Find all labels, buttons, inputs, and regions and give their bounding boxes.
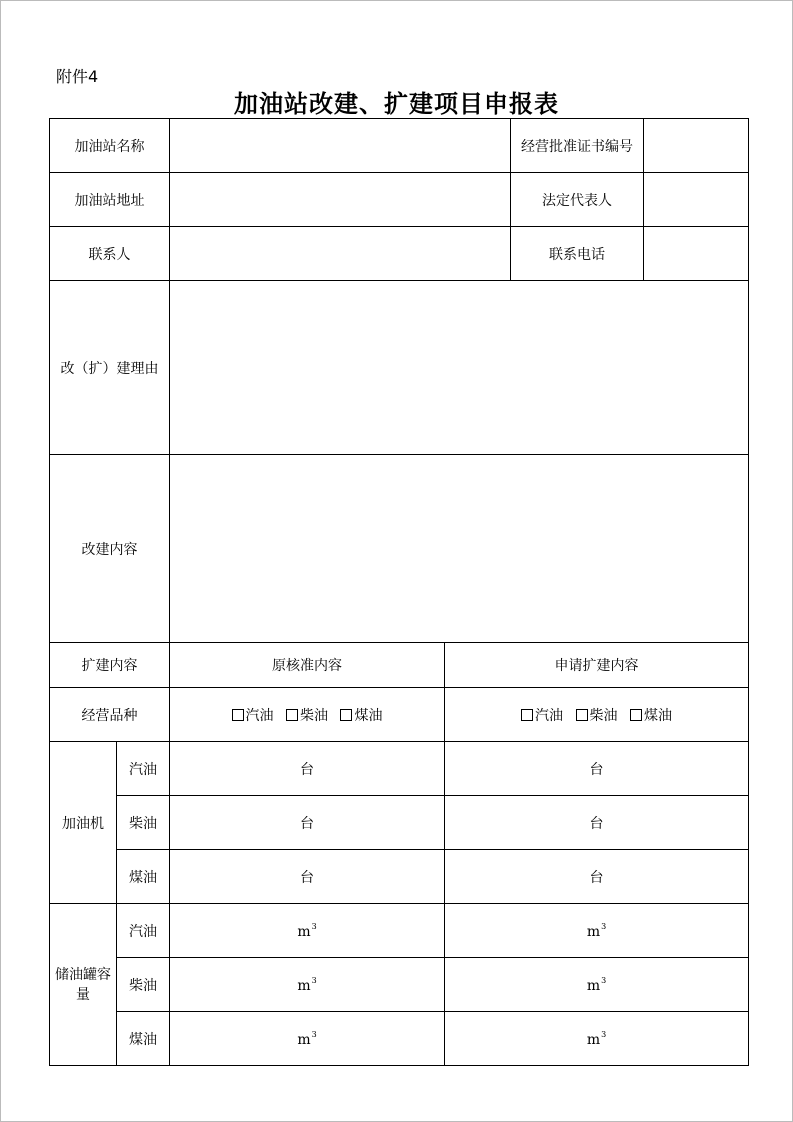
unit-superscript: 3 <box>601 1029 607 1039</box>
legal-rep-label: 法定代表人 <box>511 173 644 227</box>
fuel-label: 煤油 <box>117 850 170 904</box>
unit-label: m <box>297 1031 311 1048</box>
unit-superscript: 3 <box>311 1029 317 1039</box>
contact-field[interactable] <box>170 227 511 281</box>
original-option-kerosene[interactable] <box>332 708 382 724</box>
unit-label: m <box>297 977 311 994</box>
dispenser-original-field[interactable] <box>170 850 445 904</box>
station-address-field[interactable] <box>170 173 511 227</box>
checkbox-icon[interactable] <box>630 709 642 721</box>
option-label: 汽油 <box>535 707 564 724</box>
tank-original-field[interactable] <box>170 958 445 1012</box>
tank-capacity-label: 储油罐容量 <box>50 904 117 1066</box>
unit-superscript: 3 <box>311 975 317 985</box>
attachment-label: 附件4 <box>56 67 99 86</box>
expansion-content-label: 扩建内容 <box>50 643 170 688</box>
fuel-label: 汽油 <box>117 904 170 958</box>
row-renovation-content <box>50 455 749 643</box>
row-contact <box>50 227 749 281</box>
checkbox-icon[interactable] <box>521 709 533 721</box>
license-no-field[interactable] <box>644 119 749 173</box>
tank-applied-field[interactable] <box>445 958 749 1012</box>
original-fuel-options <box>170 688 445 742</box>
unit-label: m <box>297 923 311 940</box>
license-no-label: 经营批准证书编号 <box>511 119 644 173</box>
unit-superscript: 3 <box>601 921 607 931</box>
unit-label: 台 <box>300 815 314 832</box>
applied-option-kerosene[interactable] <box>622 708 672 724</box>
checkbox-icon[interactable] <box>576 709 588 721</box>
phone-label: 联系电话 <box>511 227 644 281</box>
station-name-field[interactable] <box>170 119 511 173</box>
checkbox-icon[interactable] <box>286 709 298 721</box>
business-types-label: 经营品种 <box>50 688 170 742</box>
applied-option-diesel[interactable] <box>568 708 618 724</box>
applied-option-gasoline[interactable] <box>521 708 563 724</box>
unit-superscript: 3 <box>311 921 317 931</box>
tank-row <box>50 1012 749 1066</box>
fuel-label: 柴油 <box>117 796 170 850</box>
application-form-table <box>49 118 749 1066</box>
row-business-types <box>50 688 749 742</box>
unit-label: m <box>586 1031 601 1048</box>
tank-original-field[interactable] <box>170 904 445 958</box>
unit-label: 台 <box>589 815 604 832</box>
station-name-label: 加油站名称 <box>50 119 170 173</box>
tank-applied-field[interactable] <box>445 904 749 958</box>
applied-fuel-options <box>445 688 749 742</box>
original-option-diesel[interactable] <box>278 708 328 724</box>
dispenser-row <box>50 850 749 904</box>
checkbox-icon[interactable] <box>340 709 352 721</box>
row-station-address <box>50 173 749 227</box>
unit-label: 台 <box>589 761 604 778</box>
reason-label: 改（扩）建理由 <box>50 281 170 455</box>
option-label: 煤油 <box>643 707 672 724</box>
original-approved-header: 原核准内容 <box>170 643 445 688</box>
contact-label: 联系人 <box>50 227 170 281</box>
tank-applied-field[interactable] <box>445 1012 749 1066</box>
legal-rep-field[interactable] <box>644 173 749 227</box>
renovation-content-field[interactable] <box>170 455 749 643</box>
fuel-label: 汽油 <box>117 742 170 796</box>
phone-field[interactable] <box>644 227 749 281</box>
renovation-content-label: 改建内容 <box>50 455 170 643</box>
tank-row <box>50 904 749 958</box>
option-label: 汽油 <box>245 707 274 724</box>
dispenser-applied-field[interactable] <box>445 742 749 796</box>
applied-expansion-header: 申请扩建内容 <box>445 643 749 688</box>
option-label: 柴油 <box>300 707 328 724</box>
station-address-label: 加油站地址 <box>50 173 170 227</box>
dispensers-label: 加油机 <box>50 742 117 904</box>
form-title: 加油站改建、扩建项目申报表 <box>234 89 559 118</box>
dispenser-applied-field[interactable] <box>445 850 749 904</box>
unit-label: 台 <box>589 869 604 886</box>
unit-label: m <box>586 923 601 940</box>
dispenser-original-field[interactable] <box>170 796 445 850</box>
checkbox-icon[interactable] <box>232 709 244 721</box>
dispenser-original-field[interactable] <box>170 742 445 796</box>
unit-label: m <box>586 977 601 994</box>
row-station-name <box>50 119 749 173</box>
dispenser-row <box>50 796 749 850</box>
row-reason <box>50 281 749 455</box>
original-option-gasoline[interactable] <box>232 708 274 724</box>
dispenser-applied-field[interactable] <box>445 796 749 850</box>
tank-row <box>50 958 749 1012</box>
option-label: 煤油 <box>354 707 383 724</box>
row-expansion-header <box>50 643 749 688</box>
tank-original-field[interactable] <box>170 1012 445 1066</box>
unit-label: 台 <box>300 869 314 886</box>
unit-superscript: 3 <box>601 975 607 985</box>
unit-label: 台 <box>300 761 314 778</box>
reason-field[interactable] <box>170 281 749 455</box>
option-label: 柴油 <box>589 707 618 724</box>
fuel-label: 煤油 <box>117 1012 170 1066</box>
fuel-label: 柴油 <box>117 958 170 1012</box>
dispenser-row <box>50 742 749 796</box>
